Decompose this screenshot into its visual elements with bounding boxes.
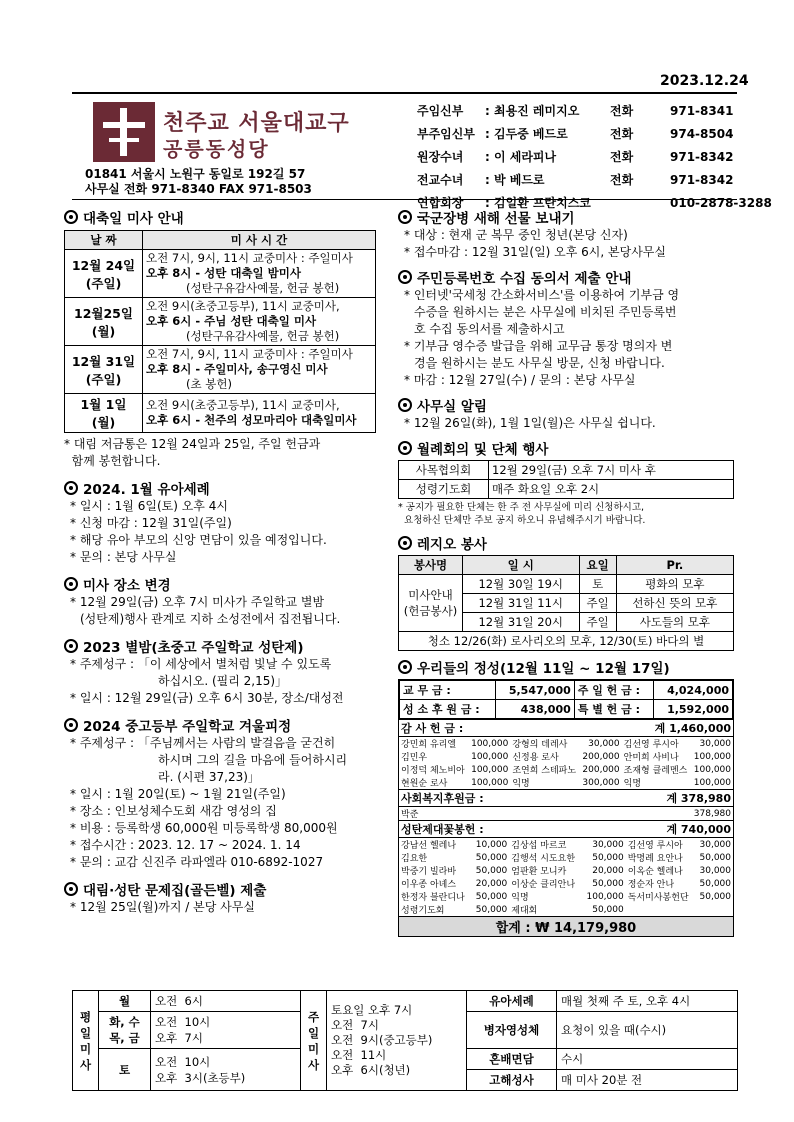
contrib-summary-cell: 438,000 (495, 700, 574, 719)
contrib-cell: 정순자 안나 (627, 880, 675, 890)
contrib-cell: 이정덕 체노비아 (401, 766, 465, 776)
staff-name: : 김두중 베드로 (485, 127, 568, 141)
section-bullet-icon (64, 210, 78, 224)
meeting-section-title: 월례회의 및 단체 행사 (398, 438, 740, 458)
section-bullet-icon (398, 536, 412, 550)
section-bullet-icon (398, 210, 412, 224)
camp-section-title: 2024 중고등부 주일학교 겨울피정 (64, 715, 382, 735)
weekday-day: 월 (99, 991, 151, 1012)
contrib-cell: 20,000 (592, 865, 624, 876)
contrib-cell: 독서미사봉헌단 (627, 893, 689, 903)
meeting-group: 성령기도회 (399, 480, 489, 499)
contrib-cell: 박명례 요안나 (627, 854, 683, 864)
text-line: * 주제성구 : 「이 세상에서 별처럼 빛날 수 있도록 (70, 657, 332, 671)
mass-header-time: 미 사 시 간 (143, 231, 376, 250)
contrib-cell: 이옥순 헬레나 (627, 867, 683, 877)
contrib-cell: 200,000 (582, 764, 620, 775)
mass-time-line: (초 봉헌) (186, 377, 232, 391)
weekday-day: 화, 수 목, 금 (99, 1012, 151, 1049)
contrib-cell: 50,000 (475, 852, 508, 863)
header-divider (72, 92, 737, 94)
contrib-cell: 강민희 유리엘 (401, 740, 457, 750)
weekday-time: 오전 10시 오후 7시 (151, 1012, 301, 1049)
contrib-cell: 박중기 빌라바 (401, 867, 457, 877)
contrib-cell: 50,000 (699, 891, 731, 902)
contrib-cell: 박준 (401, 810, 419, 820)
camp-lines (64, 735, 382, 871)
contrib-cell: 김선영 루시아 (623, 740, 679, 750)
mass-time-line: 오전 7시, 9시, 11시 교중미사 : 주일미사 (146, 251, 353, 265)
contrib-cell: 50,000 (699, 878, 731, 889)
staff-row (417, 169, 772, 192)
legio-cell: 선하신 뜻의 모후 (616, 594, 733, 613)
contrib-cell: 50,000 (475, 904, 508, 915)
legio-cell: 주일 (579, 613, 616, 632)
staff-tel-label: 전화 (610, 127, 634, 141)
contrib-summary-cell: 5,547,000 (495, 681, 574, 700)
contrib-cell: 조재형 클레멘스 (623, 766, 688, 776)
staff-tel: 971-8342 (670, 150, 734, 164)
legio-header: Pr. (616, 556, 733, 575)
contrib-cell: 김요한 (401, 854, 428, 864)
mass-date: 12월 24일 (주일) (65, 250, 143, 298)
staff-tel-label: 전화 (610, 173, 634, 187)
church-name: 천주교 서울대교구 (163, 111, 350, 136)
contrib-cell: 100,000 (471, 764, 509, 775)
church-subname: 공릉동성당 (163, 137, 270, 161)
mass-time-line: (성탄구유감사예물, 헌금 봉헌) (186, 281, 340, 295)
text-line: 라. (시편 37,23)」 (158, 770, 260, 784)
extra-label: 병자영성체 (467, 1012, 557, 1049)
mass-time-line: 오전 9시(초중고등부), 11시 교중미사, (146, 398, 340, 412)
contrib-summary-cell: 성 소 후 원 금 : (400, 700, 496, 719)
gift-lines (398, 227, 740, 261)
quiz-section-title: 대림·성탄 문제집(골든벨) 제출 (64, 879, 382, 899)
text-line: * 문의 : 본당 사무실 (70, 550, 177, 564)
extra-value: 매월 첫째 주 토, 오후 4시 (557, 991, 738, 1012)
meeting-table (398, 460, 734, 499)
meeting-note: * 공지가 필요한 단체는 한 주 전 사무실에 미리 신청하시고, 요청하신 단체만 주보 공지 하오니 유념해주시기 바랍니다. (398, 502, 646, 526)
text-line: * 장소 : 인보성체수도회 새감 영성의 집 (70, 804, 277, 818)
contrib-summary-cell: 4,024,000 (654, 681, 733, 700)
text-line: * 일시 : 1월 20일(토) ~ 1월 21일(주일) (70, 787, 286, 801)
staff-role: 원장수녀 (417, 150, 464, 164)
text-line: 하십시오. (필리 2,15)」 (158, 674, 288, 688)
staff-name: : 최용진 레미지오 (485, 104, 580, 118)
night-section-title: 2023 별밤(초중고 주일학교 성탄제) (64, 636, 382, 656)
church-logo (93, 102, 155, 162)
contrib-cell: 30,000 (699, 738, 731, 749)
contrib-cell (695, 903, 733, 916)
weekday-time: 오전 6시 (151, 991, 301, 1012)
staff-tel: 971-8342 (670, 173, 734, 187)
text-line: * 기부금 영수증 발급을 위해 교무금 통장 명의자 변 (404, 339, 673, 353)
contrib-block-total: 계 1,460,000 (654, 722, 731, 735)
contrib-cell: 제대회 (511, 906, 538, 916)
text-line: * 신청 마감 : 12월 31일(주일) (70, 516, 232, 530)
id-lines (398, 287, 740, 389)
contrib-block-label: 사회복지후원금 : (401, 792, 484, 805)
mass-time-line: (성탄구유감사예물, 헌금 봉헌) (186, 329, 340, 343)
contrib-cell: 300,000 (582, 777, 620, 788)
mass-time-line: 오후 6시 - 주님 성탄 대축일 미사 (146, 314, 317, 328)
text-line: * 일시 : 12월 29일(금) 오후 6시 30분, 장소/대성전 (70, 691, 344, 705)
baptism-lines (64, 498, 382, 566)
text-line: 하시며 그의 길을 마음에 들어하시리 (158, 753, 348, 767)
contrib-cell: 50,000 (475, 891, 508, 902)
mass-time-line: 오후 8시 - 주일미사, 송구영신 미사 (146, 362, 328, 376)
right-column (398, 207, 740, 937)
contrib-cell: 30,000 (699, 865, 731, 876)
contrib-section-title: 우리들의 정성(12월 11일 ~ 12월 17일) (398, 657, 740, 677)
contrib-cell: 김상섭 마르코 (511, 841, 567, 851)
staff-role: 전교수녀 (417, 173, 464, 187)
church-address: 01841 서울시 노원구 동일로 192길 57 사무실 전화 971-8340 FAX 971-8503 (85, 167, 312, 196)
contrib-cell: 50,000 (592, 852, 624, 863)
text-line: * 12월 29일(금) 오후 7시 미사가 주일학교 별밤 (70, 595, 325, 609)
contrib-block-header (399, 820, 733, 838)
mass-times (143, 346, 376, 394)
office-section-title: 사무실 알림 (398, 395, 740, 415)
left-column (64, 207, 382, 916)
contrib-cell: 100,000 (586, 891, 624, 902)
staff-name: : 박 베드로 (485, 173, 545, 187)
contrib-block-total: 계 740,000 (666, 823, 731, 836)
contrib-cell: 378,980 (693, 808, 731, 819)
place-section-title: 미사 장소 변경 (64, 574, 382, 594)
staff-tel-label: 전화 (610, 104, 634, 118)
text-line: * 문의 : 교감 신진주 라파엘라 010-6892-1027 (70, 855, 324, 869)
text-line: 경을 원하시는 분도 사무실 방문, 신청 바랍니다. (414, 356, 665, 370)
contrib-summary-cell: 교 무 금 : (400, 681, 496, 700)
contrib-cell: 엄판환 모니카 (511, 867, 567, 877)
contrib-cell: 성령기도회 (401, 906, 445, 916)
legio-cell: 사도들의 모후 (616, 613, 733, 632)
text-line: * 접수마감 : 12월 31일(일) 오후 6시, 본당사무실 (404, 245, 666, 259)
contrib-cell: 이상순 클리안나 (511, 880, 576, 890)
text-line: * 대상 : 현재 군 복무 중인 청년(본당 신자) (404, 228, 628, 242)
text-line: 수증을 원하시는 분은 사무실에 비치된 주민등록번 (414, 305, 677, 319)
contrib-cell: 익명 (511, 893, 529, 903)
section-bullet-icon (64, 577, 78, 591)
section-bullet-icon (398, 660, 412, 674)
night-lines (64, 656, 382, 707)
text-line: * 12월 25일(월)까지 / 본당 사무실 (70, 900, 255, 914)
contrib-summary-cell: 1,592,000 (654, 700, 733, 719)
contrib-box (398, 679, 734, 937)
contrib-cell: 익명 (623, 779, 642, 789)
contrib-cell: 신정용 로사 (512, 753, 559, 763)
contrib-cell: 100,000 (693, 764, 731, 775)
contrib-block-total: 계 378,980 (666, 792, 731, 805)
contrib-block-header (399, 719, 733, 737)
grand-total: 합계 : ₩ 14,179,980 (399, 916, 733, 936)
legio-header: 일 시 (463, 556, 580, 575)
contrib-cell: 강남선 헬레나 (401, 841, 457, 851)
text-line: (성탄제)행사 관계로 지하 소성전에서 집전됩니다. (80, 612, 341, 626)
contrib-cell: 10,000 (475, 839, 508, 850)
mass-times (143, 298, 376, 346)
extra-value: 요청이 있을 때(수시) (557, 1012, 738, 1049)
staff-role: 연합회장 (417, 196, 464, 210)
legio-cell: 토 (579, 575, 616, 594)
staff-tel-label: 전화 (610, 150, 634, 164)
legio-table (398, 555, 734, 651)
staff-role: 주임신부 (417, 104, 464, 118)
section-bullet-icon (64, 639, 78, 653)
gift-section-title: 국군장병 새해 선물 보내기 (398, 207, 740, 227)
staff-row (417, 100, 772, 123)
staff-row (417, 123, 772, 146)
contrib-cell: 100,000 (471, 751, 509, 762)
mass-time-line: 오후 6시 - 천주의 성모마리아 대축일미사 (146, 413, 357, 427)
meeting-group: 사목협의회 (399, 461, 489, 480)
staff-tel: 971-8341 (670, 104, 734, 118)
mass-date: 12월 31일 (주일) (65, 346, 143, 394)
legio-header: 봉사명 (399, 556, 463, 575)
section-bullet-icon (398, 441, 412, 455)
legio-cell: 평화의 모후 (616, 575, 733, 594)
mass-section-title: 대축일 미사 안내 (64, 207, 382, 227)
contrib-cell: 조연희 스테파노 (512, 766, 577, 776)
section-bullet-icon (64, 718, 78, 732)
staff-name: : 김일환 프란치스코 (485, 196, 591, 210)
legio-cell: 12월 31일 11시 (463, 594, 580, 613)
legio-cell: 12월 31일 20시 (463, 613, 580, 632)
legio-note: 청소 12/26(화) 로사리오의 모후, 12/30(토) 바다의 별 (399, 632, 734, 651)
contrib-cell: 김행석 시도요한 (511, 854, 576, 864)
contrib-cell: 강형의 데레사 (512, 740, 568, 750)
text-line: * 주제성구 : 「주님께서는 사람의 발걸음을 굳건히 (70, 736, 336, 750)
sunday-times: 토요일 오후 7시 오전 7시 오전 9시(중고등부) 오전 11시 오후 6시(청년) (327, 991, 467, 1091)
staff-list (417, 100, 772, 215)
text-line: * 12월 26일(화), 1월 1일(월)은 사무실 쉽니다. (404, 416, 656, 430)
extra-label: 고해성사 (467, 1070, 557, 1091)
mass-date: 12월25일 (월) (65, 298, 143, 346)
contrib-cell: 50,000 (475, 865, 508, 876)
mass-times (143, 250, 376, 298)
staff-row (417, 146, 772, 169)
contrib-cell: 30,000 (592, 839, 624, 850)
section-bullet-icon (64, 882, 78, 896)
contrib-block-label: 감 사 헌 금 : (401, 722, 464, 735)
mass-table (64, 230, 376, 433)
staff-tel: 010-2878-3288 (670, 196, 772, 210)
mass-time-line: 오후 8시 - 성탄 대축일 밤미사 (146, 266, 301, 280)
schedule-table (72, 990, 738, 1091)
contrib-block-header (399, 789, 733, 807)
contrib-cell: 50,000 (699, 852, 731, 863)
extra-value: 수시 (557, 1049, 738, 1070)
mass-times (143, 394, 376, 433)
contrib-cell: 100,000 (693, 751, 731, 762)
quiz-lines (64, 899, 382, 916)
section-bullet-icon (398, 398, 412, 412)
weekday-time: 오전 10시 오후 3시(초등부) (151, 1049, 301, 1091)
extra-label: 혼배면담 (467, 1049, 557, 1070)
office-lines (398, 415, 740, 432)
contrib-cell: 이우종 아녜스 (401, 880, 457, 890)
staff-tel: 974-8504 (670, 127, 734, 141)
baptism-section-title: 2024. 1월 유아세례 (64, 478, 382, 498)
contrib-cell: 100,000 (471, 738, 509, 749)
section-bullet-icon (398, 270, 412, 284)
contrib-cell: 200,000 (582, 751, 620, 762)
contrib-cell: 20,000 (475, 878, 508, 889)
mass-note: * 대림 저금통은 12월 24일과 25일, 주일 헌금과 함께 봉헌합니다. (64, 437, 321, 468)
contrib-cell: 100,000 (471, 777, 509, 788)
sunday-label: 주 일 미 사 (301, 991, 327, 1091)
contrib-summary-cell: 주 일 헌 금 : (574, 681, 653, 700)
mass-time-line: 오전 7시, 9시, 11시 교중미사 : 주일미사 (146, 347, 353, 361)
text-line: 호 수집 동의서를 제출하시고 (414, 322, 565, 336)
text-line: * 일시 : 1월 6일(토) 오후 4시 (70, 499, 228, 513)
meeting-time: 12월 29일(금) 오후 7시 미사 후 (489, 461, 734, 480)
mass-time-line: 오전 9시(초중고등부), 11시 교중미사, (146, 299, 340, 313)
contrib-summary-cell: 특 별 헌 금 : (574, 700, 653, 719)
legio-cell: 12월 30일 19시 (463, 575, 580, 594)
section-bullet-icon (64, 481, 78, 495)
place-lines (64, 594, 382, 628)
text-line: * 마감 : 12월 27일(수) / 문의 : 본당 사무실 (404, 373, 636, 387)
contrib-cell: 김선영 루시아 (627, 841, 683, 851)
legio-group: 미사안내 (헌금봉사) (399, 575, 463, 632)
contrib-cell: 50,000 (592, 878, 624, 889)
contrib-cell: 한정자 블란디나 (401, 893, 465, 903)
legio-section-title: 레지오 봉사 (398, 533, 740, 553)
staff-role: 부주임신부 (417, 127, 475, 141)
contrib-cell: 30,000 (588, 738, 620, 749)
contrib-cell: 100,000 (693, 777, 731, 788)
contrib-cell: 익명 (512, 779, 530, 789)
text-line: * 인터넷'국세청 간소화서비스'를 이용하여 기부금 영 (404, 288, 680, 302)
staff-name: : 이 세라피나 (485, 150, 557, 164)
contrib-cell: 30,000 (699, 839, 731, 850)
legio-header: 요일 (579, 556, 616, 575)
header-bottom-divider (72, 199, 737, 200)
contrib-block-label: 성탄제대꽃봉헌 : (401, 823, 484, 836)
weekday-day: 토 (99, 1049, 151, 1091)
contrib-cell (626, 903, 695, 916)
text-line: * 비용 : 등록학생 60,000원 미등록학생 80,000원 (70, 821, 338, 835)
mass-header-date: 날 짜 (65, 231, 143, 250)
legio-cell: 주일 (579, 594, 616, 613)
contrib-cell: 50,000 (592, 904, 624, 915)
contrib-cell: 김민우 (401, 753, 428, 763)
weekday-label: 평 일 미 사 (73, 991, 99, 1091)
text-line: * 해당 유아 부모의 신앙 면담이 있을 예정입니다. (70, 533, 327, 547)
extra-value: 매 미사 20분 전 (557, 1070, 738, 1091)
extra-label: 유아세례 (467, 991, 557, 1012)
contrib-cell: 안미희 사비나 (623, 753, 679, 763)
contrib-cell: 현원순 로사 (401, 779, 448, 789)
mass-date: 1월 1일 (월) (65, 394, 143, 433)
text-line: * 접수시간 : 2023. 12. 17 ~ 2024. 1. 14 (70, 838, 301, 852)
bulletin-date: 2023.12.24 (660, 73, 749, 89)
id-section-title: 주민등록번호 수집 동의서 제출 안내 (398, 267, 740, 287)
meeting-time: 매주 화요일 오후 2시 (489, 480, 734, 499)
